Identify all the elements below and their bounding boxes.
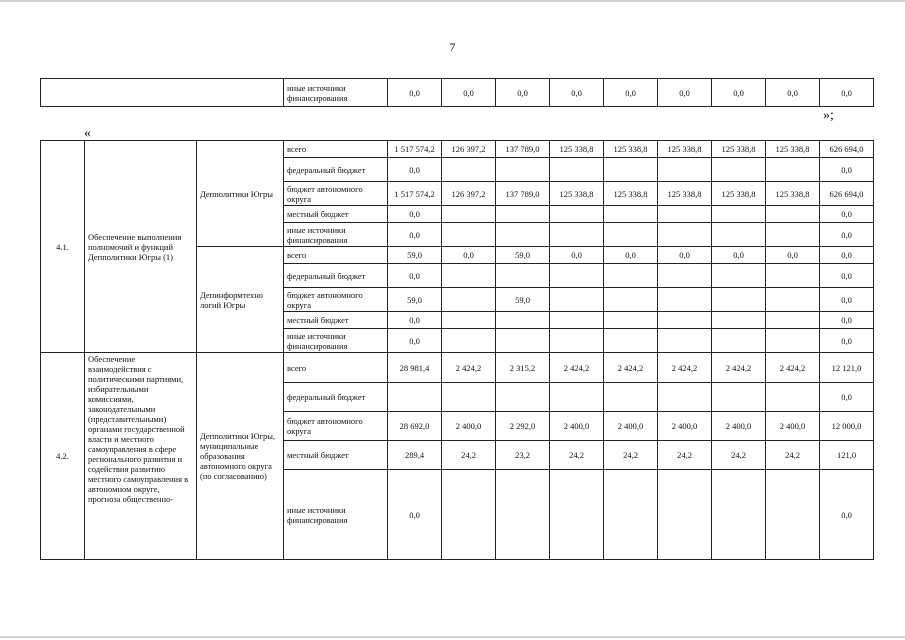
value-cell: 12 000,0 [820, 412, 874, 441]
value-cell [604, 288, 658, 312]
value-cell: 2 315,2 [496, 353, 550, 383]
scan-bottom-edge [0, 636, 905, 638]
value-cell: 125 338,8 [766, 141, 820, 158]
value-cell [442, 264, 496, 288]
value-cell: 24,2 [712, 441, 766, 470]
value-cell: 1 517 574,2 [388, 141, 442, 158]
value-cell: 2 400,0 [658, 412, 712, 441]
value-cell: 0,0 [604, 247, 658, 264]
value-cell [766, 206, 820, 223]
value-cell: 0,0 [820, 206, 874, 223]
value-cell [604, 206, 658, 223]
value-cell: 137 789,0 [496, 182, 550, 206]
value-cell: 24,2 [550, 441, 604, 470]
value-cell [496, 158, 550, 182]
value-cell: 0,0 [604, 79, 658, 107]
blank-cell [41, 79, 284, 107]
source-label: местный бюджет [284, 206, 388, 223]
closing-quote: »; [823, 108, 834, 123]
value-cell: 0,0 [820, 329, 874, 353]
value-cell [550, 470, 604, 560]
value-cell: 0,0 [388, 79, 442, 107]
value-cell: 2 424,2 [550, 353, 604, 383]
value-cell [550, 329, 604, 353]
value-cell [712, 312, 766, 329]
value-cell: 0,0 [820, 223, 874, 247]
value-cell: 2 400,0 [550, 412, 604, 441]
value-cell: 125 338,8 [604, 182, 658, 206]
value-cell [658, 329, 712, 353]
value-cell: 2 424,2 [442, 353, 496, 383]
value-cell [766, 288, 820, 312]
source-label: местный бюджет [284, 441, 388, 470]
value-cell: 0,0 [820, 264, 874, 288]
value-cell [766, 329, 820, 353]
value-cell: 59,0 [388, 288, 442, 312]
value-cell [496, 329, 550, 353]
value-cell: 24,2 [442, 441, 496, 470]
value-cell: 0,0 [820, 312, 874, 329]
value-cell: 59,0 [496, 288, 550, 312]
value-cell [496, 264, 550, 288]
value-cell [550, 264, 604, 288]
value-cell: 2 424,2 [712, 353, 766, 383]
value-cell [604, 223, 658, 247]
value-cell: 0,0 [388, 206, 442, 223]
value-cell [604, 383, 658, 412]
value-cell: 28 981,4 [388, 353, 442, 383]
value-cell: 0,0 [820, 383, 874, 412]
value-cell: 125 338,8 [658, 182, 712, 206]
value-cell [442, 206, 496, 223]
value-cell: 121,0 [820, 441, 874, 470]
value-cell: 59,0 [496, 247, 550, 264]
value-cell [550, 312, 604, 329]
table-row [41, 141, 874, 158]
value-cell [658, 264, 712, 288]
value-cell: 23,2 [496, 441, 550, 470]
value-cell: 0,0 [820, 470, 874, 560]
value-cell: 2 400,0 [604, 412, 658, 441]
value-cell [496, 223, 550, 247]
value-cell: 125 338,8 [550, 141, 604, 158]
value-cell: 2 292,0 [496, 412, 550, 441]
row-number: 4.2. [41, 353, 85, 560]
value-cell [442, 470, 496, 560]
value-cell: 2 400,0 [712, 412, 766, 441]
value-cell: 125 338,8 [712, 141, 766, 158]
value-cell [712, 329, 766, 353]
value-cell [496, 312, 550, 329]
value-cell [712, 223, 766, 247]
value-cell [766, 383, 820, 412]
source-label: всего [284, 247, 388, 264]
scan-top-edge [0, 0, 905, 2]
value-cell: 137 789,0 [496, 141, 550, 158]
executor-name: Депполитики Югры, муниципальные образования автономного округа (по согласованию) [197, 353, 284, 560]
value-cell: 24,2 [604, 441, 658, 470]
value-cell [658, 288, 712, 312]
value-cell [604, 470, 658, 560]
value-cell [442, 158, 496, 182]
value-cell: 1 517 574,2 [388, 182, 442, 206]
value-cell [550, 158, 604, 182]
value-cell [550, 288, 604, 312]
value-cell: 59,0 [388, 247, 442, 264]
source-label: местный бюджет [284, 312, 388, 329]
value-cell [658, 312, 712, 329]
source-label: бюджет автономного округа [284, 288, 388, 312]
value-cell: 0,0 [820, 247, 874, 264]
value-cell [442, 223, 496, 247]
value-cell: 2 400,0 [442, 412, 496, 441]
value-cell: 0,0 [820, 288, 874, 312]
value-cell: 0,0 [766, 79, 820, 107]
value-cell: 0,0 [388, 470, 442, 560]
source-label: всего [284, 353, 388, 383]
value-cell: 0,0 [442, 79, 496, 107]
value-cell [442, 288, 496, 312]
value-cell [658, 470, 712, 560]
value-cell: 0,0 [388, 223, 442, 247]
value-cell [766, 264, 820, 288]
value-cell: 0,0 [388, 329, 442, 353]
source-label: иные источники финансирования [284, 79, 388, 107]
value-cell [766, 470, 820, 560]
value-cell [712, 206, 766, 223]
value-cell: 125 338,8 [766, 182, 820, 206]
value-cell: 0,0 [388, 312, 442, 329]
source-label: федеральный бюджет [284, 383, 388, 412]
value-cell [712, 158, 766, 182]
value-cell [496, 470, 550, 560]
source-label: иные источники финансирования [284, 329, 388, 353]
value-cell: 2 400,0 [766, 412, 820, 441]
row-number: 4.1. [41, 141, 85, 353]
value-cell [496, 206, 550, 223]
page-number: 7 [449, 40, 456, 54]
activity-name: Обеспечение взаимодействия с политическими партиями, избирательными комиссиями, законодательными (представительными) органами государственной власти и местного самоуправления в сфере регионального развития и содействия развитию местного самоуправления в автономном округе, прогноза общественно- [85, 353, 197, 560]
value-cell: 12 121,0 [820, 353, 874, 383]
value-cell: 28 692,0 [388, 412, 442, 441]
value-cell [712, 383, 766, 412]
value-cell: 0,0 [820, 158, 874, 182]
opening-quote: « [84, 126, 91, 141]
value-cell: 0,0 [658, 79, 712, 107]
value-cell [442, 383, 496, 412]
value-cell: 0,0 [496, 79, 550, 107]
value-cell [712, 470, 766, 560]
value-cell: 2 424,2 [658, 353, 712, 383]
value-cell: 0,0 [820, 79, 874, 107]
value-cell: 2 424,2 [766, 353, 820, 383]
value-cell [442, 312, 496, 329]
value-cell: 2 424,2 [604, 353, 658, 383]
value-cell: 126 397,2 [442, 141, 496, 158]
value-cell [604, 264, 658, 288]
value-cell [550, 383, 604, 412]
value-cell [604, 312, 658, 329]
value-cell [496, 383, 550, 412]
value-cell: 0,0 [712, 79, 766, 107]
value-cell: 125 338,8 [604, 141, 658, 158]
source-label: иные источники финансирования [284, 223, 388, 247]
value-cell [766, 158, 820, 182]
value-cell: 125 338,8 [550, 182, 604, 206]
top-continuation-table [40, 78, 874, 107]
value-cell: 0,0 [442, 247, 496, 264]
value-cell [658, 158, 712, 182]
funding-table [40, 140, 874, 560]
value-cell: 0,0 [388, 264, 442, 288]
value-cell: 0,0 [550, 79, 604, 107]
value-cell: 0,0 [550, 247, 604, 264]
value-cell [604, 329, 658, 353]
source-label: бюджет автономного округа [284, 412, 388, 441]
value-cell: 289,4 [388, 441, 442, 470]
value-cell: 24,2 [766, 441, 820, 470]
value-cell: 126 397,2 [442, 182, 496, 206]
source-label: федеральный бюджет [284, 158, 388, 182]
value-cell [388, 383, 442, 412]
value-cell [712, 264, 766, 288]
executor-name: Депинформтехно логий Югры [197, 247, 284, 353]
value-cell [550, 206, 604, 223]
value-cell [658, 383, 712, 412]
executor-name: Депполитики Югры [197, 141, 284, 247]
value-cell [442, 329, 496, 353]
value-cell [658, 223, 712, 247]
value-cell [550, 223, 604, 247]
value-cell: 626 694,0 [820, 141, 874, 158]
table-row [41, 79, 874, 107]
source-label: всего [284, 141, 388, 158]
value-cell [712, 288, 766, 312]
value-cell: 125 338,8 [658, 141, 712, 158]
source-label: бюджет автономного округа [284, 182, 388, 206]
value-cell: 626 694,0 [820, 182, 874, 206]
value-cell: 24,2 [658, 441, 712, 470]
table-row [41, 353, 874, 383]
value-cell [604, 158, 658, 182]
value-cell [658, 206, 712, 223]
value-cell [766, 223, 820, 247]
value-cell: 0,0 [658, 247, 712, 264]
activity-name: Обеспечение выполнения полномочий и функций Депполитики Югры (1) [85, 141, 197, 353]
source-label: иные источники финансирования [284, 470, 388, 560]
value-cell: 0,0 [712, 247, 766, 264]
value-cell: 125 338,8 [712, 182, 766, 206]
value-cell: 0,0 [766, 247, 820, 264]
source-label: федеральный бюджет [284, 264, 388, 288]
value-cell [766, 312, 820, 329]
value-cell: 0,0 [388, 158, 442, 182]
